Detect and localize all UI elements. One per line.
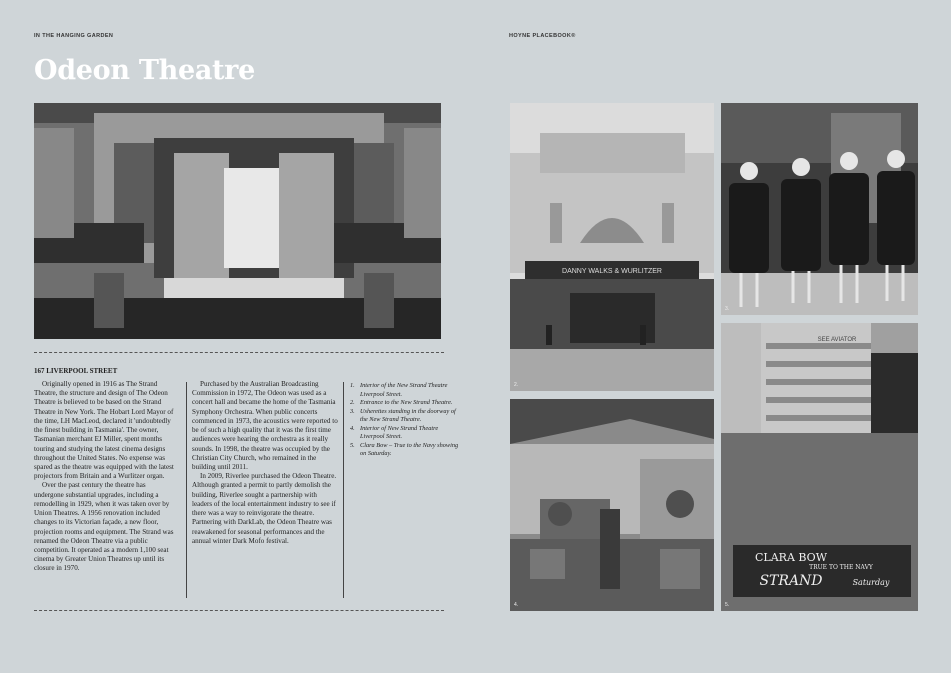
text-column-2 — [192, 380, 338, 546]
running-header-right: HOYNE PLACEBOOK® — [509, 33, 576, 39]
photo-number-badge: 5. — [725, 602, 730, 608]
section-divider-top — [34, 352, 444, 353]
caption-item: 1. Interior of the New Strand Theatre Liverpool Street. — [350, 382, 448, 398]
facade-illustration — [510, 103, 714, 391]
usherettes-illustration — [721, 103, 918, 315]
floor-sign-line-4: Saturday — [852, 578, 890, 587]
caption-item: 5. Clara Bow – True to the Navy showing on Saturday. — [350, 441, 459, 457]
caption-item: 2. Entrance to the New Strand Theatre. — [350, 399, 453, 406]
floor-sign-line-2: TRUE TO THE NAVY — [809, 564, 873, 571]
stairs-sign-illustration — [721, 323, 918, 611]
paragraph: Originally opened in 1916 as The Strand Theatre, the structure and design of The Odeon Theatre is believed to be based on the Strand Theatre in New York. The Hobart Lord Mayor of the time, LH MacLeod, declared it 'undoubtedly the finest building in Tasmania'. The owner, Tasmanian merchant EJ Miller, spent months touring and studying the latest cinema designs throughout the United States. No expense was spared as the theatre was equipped with the latest projectors from Britain and a Wurlitzer organ. — [34, 380, 174, 481]
wall-sign-text: SEE AVIATOR — [817, 337, 857, 343]
photo-theatre-interior — [34, 103, 441, 339]
paragraph: Over the past century the theatre has undergone substantial upgrades, including a remodelling in 1929, when it was taken over by Union Theatres. A 1956 renovation included changes to its Victorian façade, a new floor, projection rooms and equipment. The Strand was renamed the Odeon Theatre via a public competition. It operated as a modern 1,100 seat cinema by Greater Union Theatres up until its closure in 1970. — [34, 481, 174, 573]
foyer-illustration — [510, 399, 714, 611]
caption-item: 3. Usherettes standing in the doorway of the New Strand Theatre. — [350, 407, 456, 423]
facade-sign-text: DANNY WALKS & WURLITZER — [562, 268, 662, 275]
photo-number-badge: 3. — [725, 306, 730, 312]
caption-item: 4. Interior of New Strand Theatre Liverpool Street. — [350, 424, 439, 440]
section-heading: 167 LIVERPOOL STREET — [34, 367, 118, 375]
photo-theatre-facade — [510, 103, 714, 391]
paragraph: Purchased by the Australian Broadcasting Commission in 1972, The Odeon was used as a concert hall and became the home of the Tasmania Symphony Orchestra. When public concerts commenced in 1973, the acoustics were reported to be of such a high quality that it was the first time audiences were hearing the orchestra as it really sounds. In 1998, the theatre was occupied by the Christian City Church, who remained in the building until 2011. — [192, 380, 338, 471]
floor-sign-line-1: CLARA BOW — [755, 551, 827, 564]
section-divider-bottom — [34, 610, 444, 611]
theatre-interior-illustration — [34, 103, 441, 339]
photo-captions — [350, 382, 460, 459]
page-title: Odeon Theatre — [34, 55, 255, 86]
running-header-left: IN THE HANGING GARDEN — [34, 33, 114, 39]
paragraph: In 2009, Riverlee purchased the Odeon Theatre. Although granted a permit to partly demolish the building, Riverlee sought a partnership with leaders of the local entertainment industry to see if there was a way to reinvigorate the theatre. Partnering with DarkLab, the Odeon Theatre was reawakened for seasonal performances and the annual winter Dark Mofo festival. — [192, 472, 337, 545]
floor-sign-line-3: STRAND — [759, 573, 823, 589]
photo-clara-bow-sign — [721, 323, 918, 611]
photo-number-badge: 4. — [514, 602, 519, 608]
photo-usherettes — [721, 103, 918, 315]
photo-number-badge: 2. — [514, 382, 519, 388]
photo-foyer-interior — [510, 399, 714, 611]
column-rule — [186, 382, 187, 598]
text-column-1 — [34, 380, 177, 574]
column-rule — [343, 382, 344, 598]
